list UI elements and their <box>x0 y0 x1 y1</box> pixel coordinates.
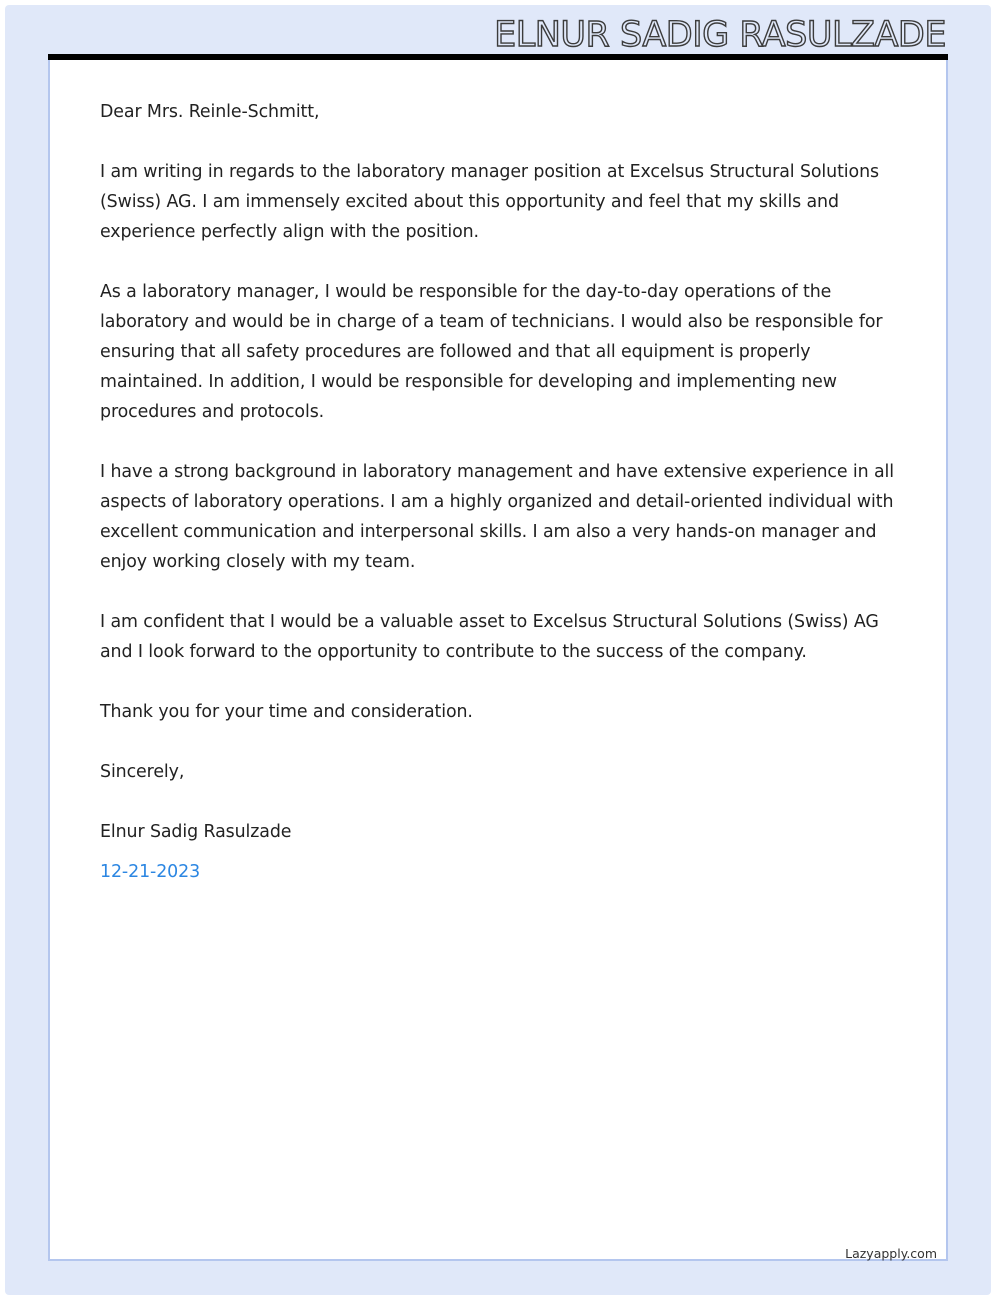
letter-date: 12-21-2023 <box>100 862 201 882</box>
paragraph-responsibilities: As a laboratory manager, I would be responsible for the day-to-day operations of the laboratory and would be in charge of a team of technicians. I would also be responsible for ensuring that all safety procedures are followed and that all equipment is properly maintained. In addition, I would be responsible for developing and implementing new procedures and protocols. <box>100 282 883 422</box>
paragraph-background: I have a strong background in laboratory management and have extensive experience in all aspects of laboratory operations. I am a highly organized and detail-oriented individual with excellent communication and interpersonal skills. I am also a very hands-on manager and enjoy working closely with my team. <box>100 462 895 572</box>
applicant-name-header: ELNUR SADIG RASULZADE <box>494 15 946 55</box>
paragraph-confidence: I am confident that I would be a valuable asset to Excelsus Structural Solutions (Swiss) AG and I look forward to the opportunity to contribute to the success of the company. <box>100 612 879 662</box>
cover-letter-body <box>100 97 900 887</box>
closing: Sincerely, <box>100 762 185 782</box>
salutation: Dear Mrs. Reinle-Schmitt, <box>100 102 320 122</box>
footer-brand: Lazyapply.com <box>845 1246 937 1261</box>
paragraph-intro: I am writing in regards to the laboratory manager position at Excelsus Structural Solutions (Swiss) AG. I am immensely excited about this opportunity and feel that my skills and experience perfectly align with the position. <box>100 162 879 242</box>
paragraph-thanks: Thank you for your time and consideration. <box>100 702 473 722</box>
signature-name: Elnur Sadig Rasulzade <box>100 822 292 842</box>
